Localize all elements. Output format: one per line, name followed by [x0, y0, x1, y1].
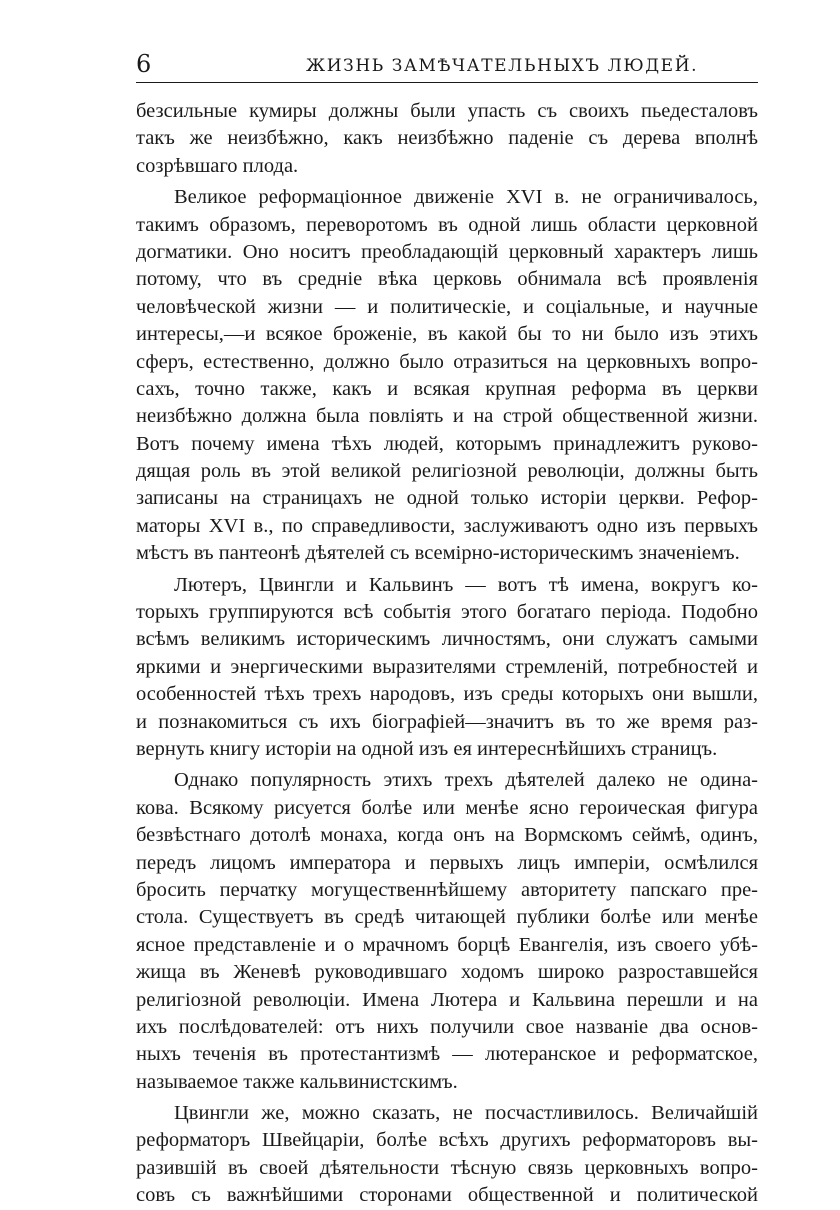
text-line: маторы XVI в., по справедливости, заслуживаютъ одно изъ первыхъ [136, 514, 758, 537]
text-line: мѣстъ въ пантеонѣ дѣятелей съ всемірно-историческимъ значеніемъ. [136, 542, 740, 565]
text-line: торыхъ группируются всѣ событія этого богатаго періода. Подобно [136, 601, 758, 624]
text-line: дящая роль въ этой великой религіозной революціи, должны быть [136, 460, 758, 483]
text-line: записаны на страницахъ не одной только исторіи церкви. Рефор- [136, 487, 758, 510]
text-line: ихъ послѣдователей: отъ нихъ получили свое названіе два основ- [136, 1015, 758, 1038]
text-line: ныхъ теченія въ протестантизмѣ — лютеранское и реформатское, [136, 1043, 758, 1066]
text-line: безвѣстнаго дотолѣ монаха, когда онъ на Вормскомъ сеймѣ, одинъ, [136, 824, 758, 847]
paragraph [136, 767, 758, 1096]
page-number: 6 [136, 50, 152, 78]
text-line: интересы,—и всякое броженіе, въ какой бы то ни было изъ этихъ [136, 323, 758, 346]
body-text [136, 98, 758, 1210]
text-line: разившій въ своей дѣятельности тѣсную связь церковныхъ вопро- [136, 1156, 758, 1179]
text-line: стола. Существуетъ въ средѣ читающей публики болѣе или менѣе [136, 906, 758, 929]
paragraph [136, 572, 758, 764]
text-line: такимъ образомъ, переворотомъ въ одной лишь области церковной [136, 213, 758, 236]
text-line: сферъ, естественно, должно было отразиться на церковныхъ вопро- [136, 350, 758, 373]
text-line: религіозной революціи. Имена Лютера и Кальвина перешли и на [136, 988, 758, 1011]
text-line: ясное представленіе и о мрачномъ борцѣ Евангелія, изъ своего убѣ- [136, 933, 758, 956]
text-line: яркими и энергическими выразителями стремленій, потребностей и [136, 655, 758, 678]
text-line: Вотъ почему имена тѣхъ людей, которымъ принадлежитъ руково- [136, 432, 758, 455]
text-line: Великое реформаціонное движеніе XVI в. не ограничивалось, [174, 186, 758, 209]
paragraph [136, 98, 758, 180]
text-line: вернуть книгу исторіи на одной изъ ея интереснѣйшихъ страницъ. [136, 737, 718, 760]
text-line: кова. Всякому рисуется болѣе или менѣе ясно героическая фигура [136, 796, 758, 819]
text-line: созрѣвшаго плода. [136, 154, 299, 177]
text-line: Цвингли же, можно сказать, не посчастливилось. Величайшій [174, 1102, 758, 1125]
running-title: ЖИЗНЬ ЗАМѢЧАТЕЛЬНЫХЪ ЛЮДЕЙ. [306, 56, 699, 76]
text-line: всѣмъ великимъ историческимъ личностямъ, они служатъ самыми [136, 628, 758, 651]
text-line: называемое также кальвинистскимъ. [136, 1070, 458, 1093]
text-line: совъ съ важнѣйшими сторонами общественной и политической [136, 1184, 758, 1207]
text-line: Лютеръ, Цвингли и Кальвинъ — вотъ тѣ имена, вокругъ ко- [174, 573, 758, 596]
text-line: особенностей тѣхъ трехъ народовъ, изъ среды которыхъ они вышли, [136, 683, 758, 706]
text-line: реформаторъ Швейцаріи, болѣе всѣхъ другихъ реформаторовъ вы- [136, 1129, 758, 1152]
text-line: потому, что въ средніе вѣка церковь обнимала всѣ проявленія [136, 268, 758, 291]
text-line: безсильные кумиры должны были упасть съ своихъ пьедесталовъ [136, 100, 758, 122]
header-rule [136, 82, 758, 83]
text-line: передъ лицомъ императора и первыхъ лицъ имперіи, осмѣлился [136, 851, 758, 874]
text-line: бросить перчатку могущественнѣйшему авторитету папскаго пре- [136, 878, 758, 901]
text-line: жища въ Женевѣ руководившаго ходомъ широко разроставшейся [136, 961, 758, 984]
text-line: человѣческой жизни — и политическіе, и соціальные, и научные [136, 295, 758, 318]
text-line: догматики. Оно носитъ преобладающій церковный характеръ лишь [136, 240, 758, 263]
paragraph [136, 1100, 758, 1210]
text-line: неизбѣжно должна была повліять и на строй общественной жизни. [136, 405, 758, 428]
text-line: Однако популярность этихъ трехъ дѣятелей далеко не одина- [174, 769, 758, 792]
paragraph [136, 184, 758, 567]
text-line: и познакомиться съ ихъ біографіей—значитъ въ то же время раз- [136, 710, 758, 733]
page-header [136, 50, 758, 84]
text-line: такъ же неизбѣжно, какъ неизбѣжно паденіе съ дерева вполнѣ [136, 127, 758, 150]
text-line: сахъ, точно также, какъ и всякая крупная реформа въ церкви [136, 377, 758, 400]
